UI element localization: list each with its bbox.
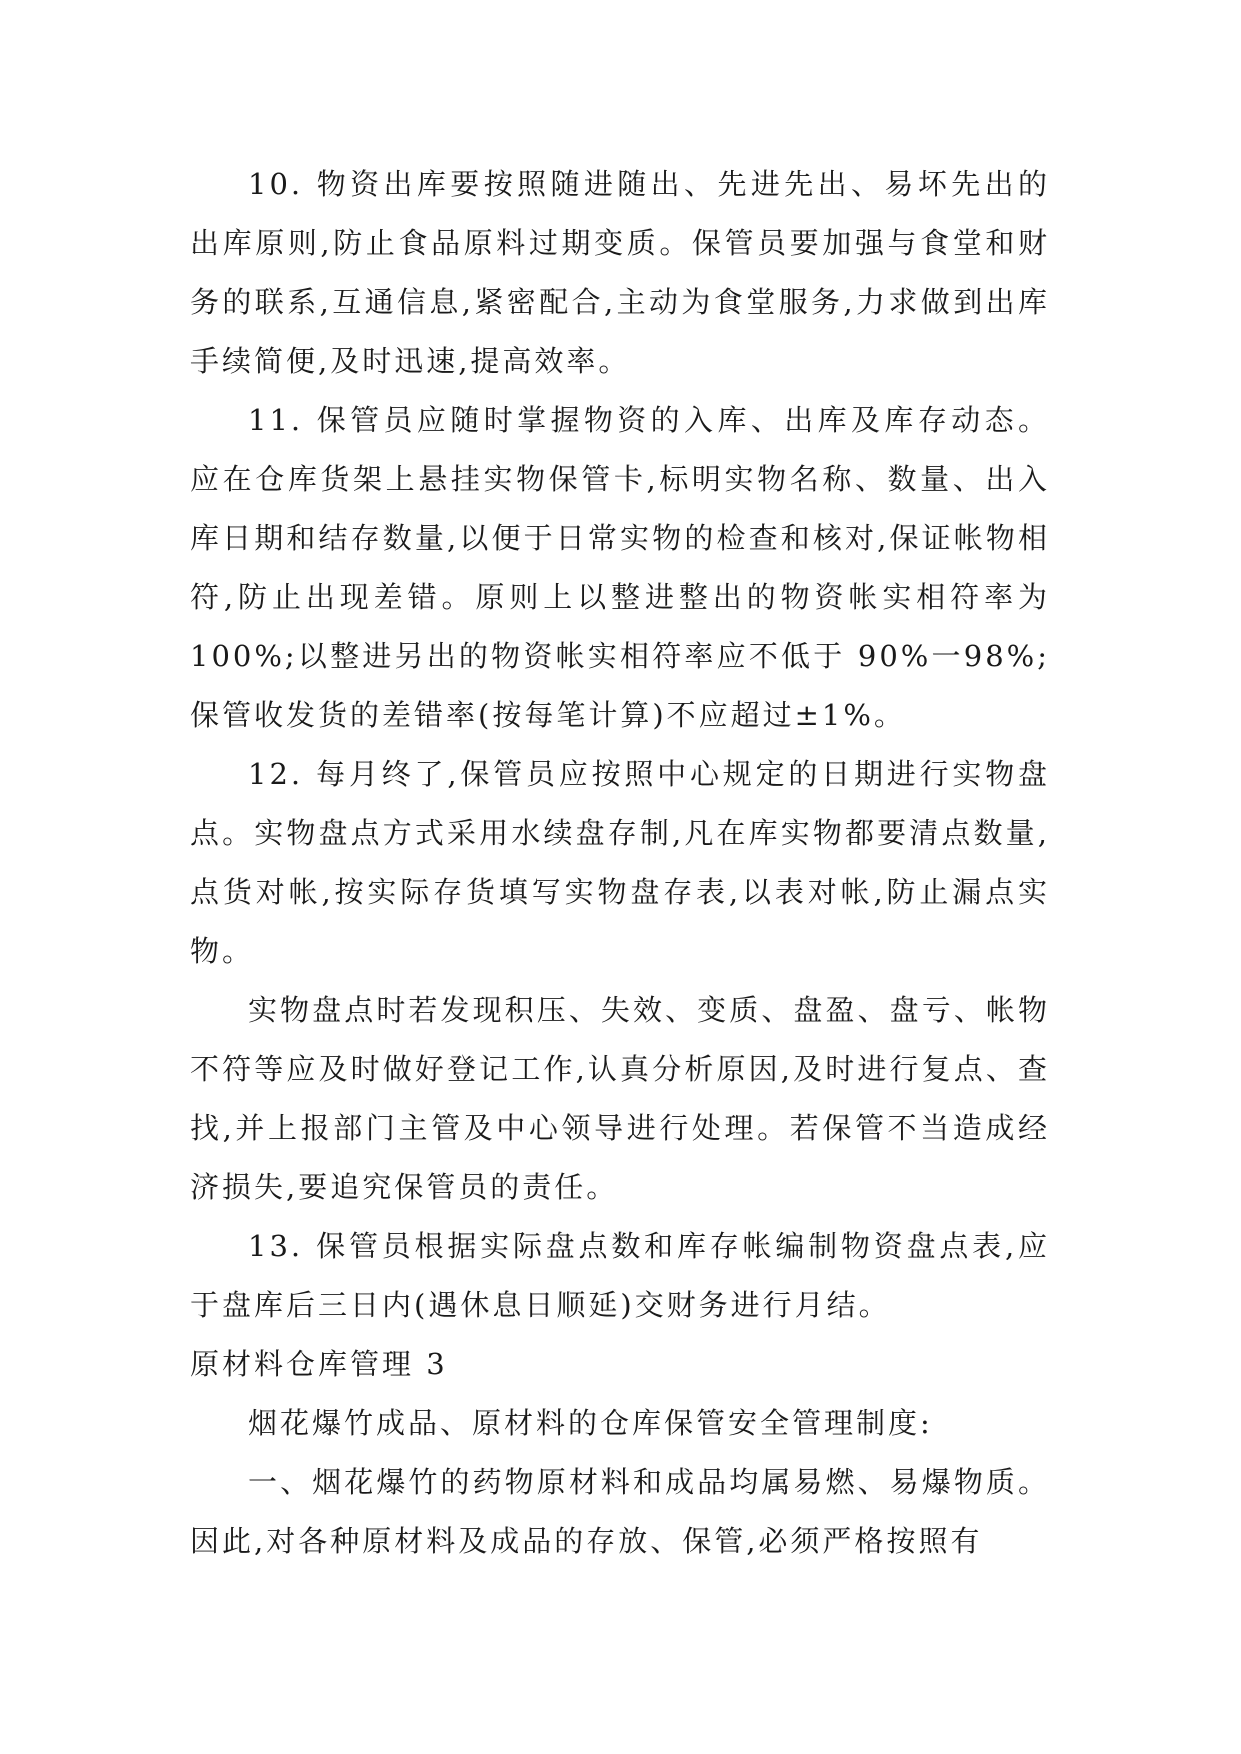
section-heading: 原材料仓库管理 3 [190,1347,448,1381]
paragraph-item-11: 11. 保管员应随时掌握物资的入库、出库及库存动态。应在仓库货架上悬挂实物保管卡,标明实物名称、数量、出入库日期和结存数量,以便于日常实物的检查和核对,保证帐物相符,防止出现差错。原则上以整进整出的物资帐实相符率为 100%;以整进另出的物资帐实相符率应不低于 90%一98%;保管收发货的差错率(按每笔计算)不应超过±1%。 [190,403,1050,732]
section-intro: 烟花爆竹成品、原材料的仓库保管安全管理制度: [248,1406,933,1440]
paragraph-item-12: 12. 每月终了,保管员应按照中心规定的日期进行实物盘点。实物盘点方式采用水续盘存制,凡在库实物都要清点数量,点货对帐,按实际存货填写实物盘存表,以表对帐,防止漏点实物。 [190,757,1050,968]
paragraph-item-10: 10. 物资出库要按照随进随出、先进先出、易坏先出的出库原则,防止食品原料过期变质。保管员要加强与食堂和财务的联系,互通信息,紧密配合,主动为食堂服务,力求做到出库手续简便,及时迅速,提高效率。 [190,167,1050,378]
document-page [190,155,1050,1571]
section-rule-1: 一、烟花爆竹的药物原材料和成品均属易燃、易爆物质。因此,对各种原材料及成品的存放、保管,必须严格按照有 [190,1465,1050,1558]
paragraph-inventory-discrepancies: 实物盘点时若发现积压、失效、变质、盘盈、盘亏、帐物不符等应及时做好登记工作,认真分析原因,及时进行复点、查找,并上报部门主管及中心领导进行处理。若保管不当造成经济损失,要追究保管员的责任。 [190,993,1050,1204]
paragraph-item-13: 13. 保管员根据实际盘点数和库存帐编制物资盘点表,应于盘库后三日内(遇休息日顺延)交财务进行月结。 [190,1229,1050,1322]
